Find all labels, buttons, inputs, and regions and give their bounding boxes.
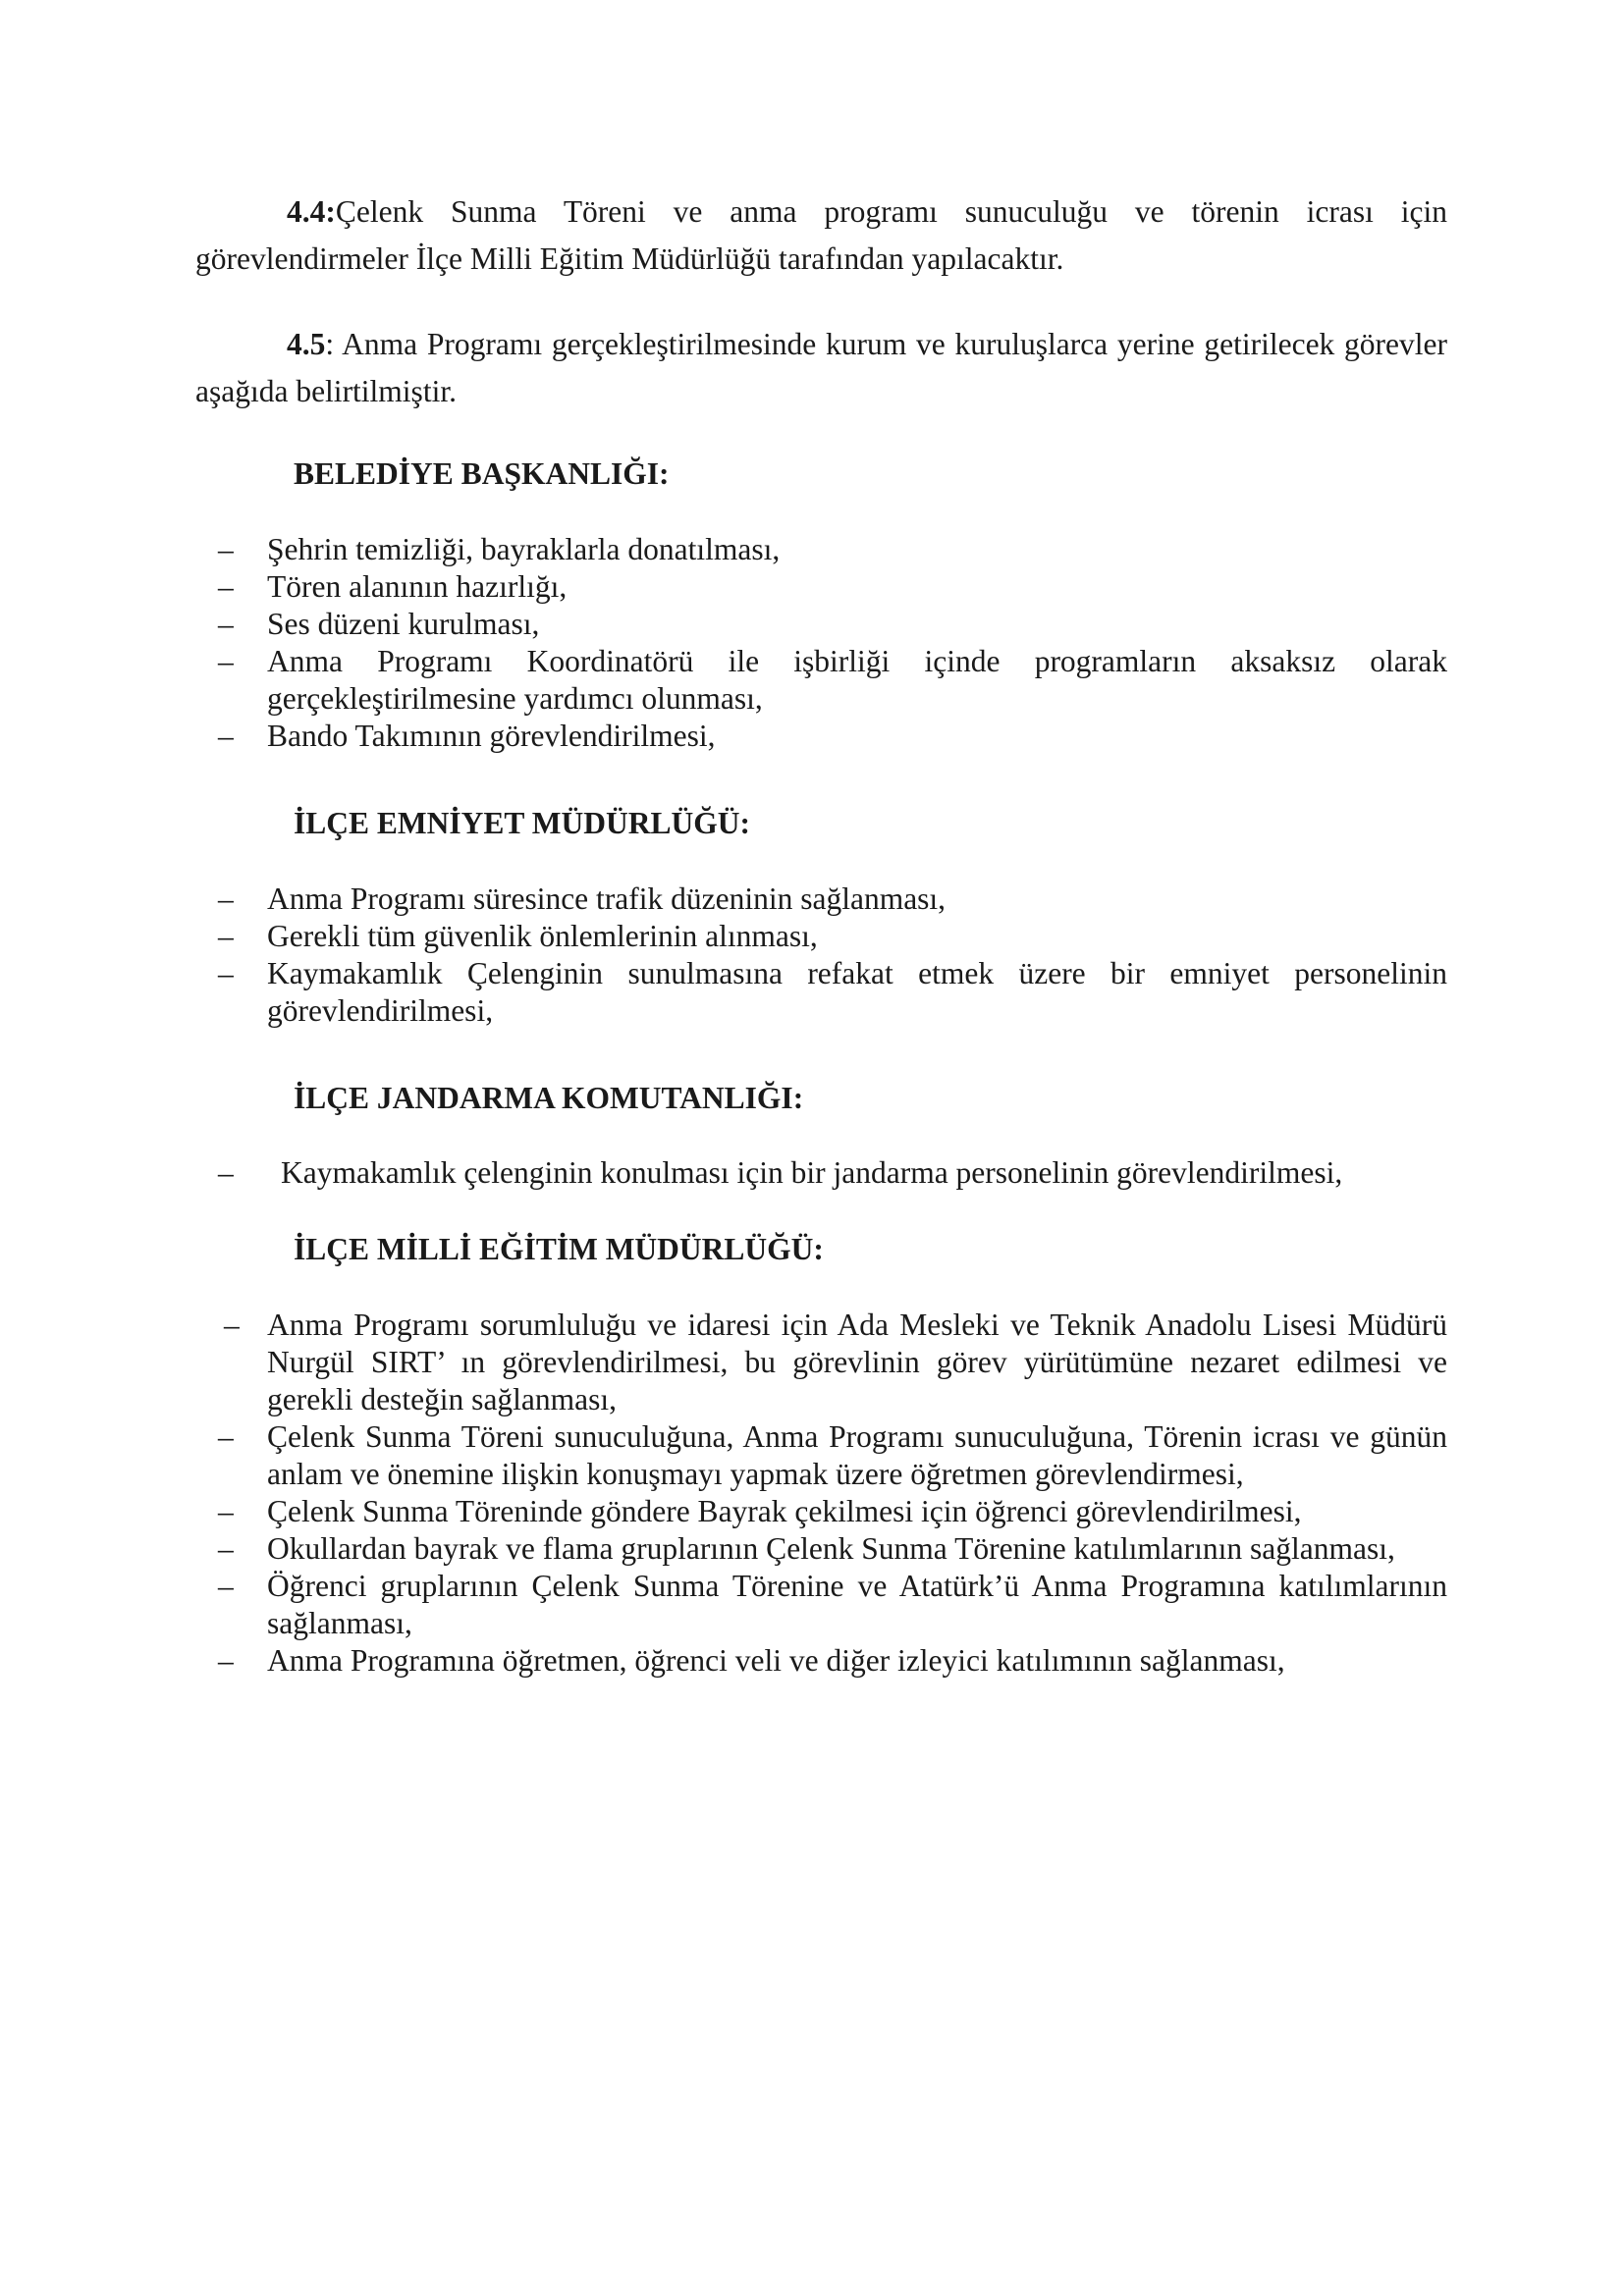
list-item <box>218 881 1447 918</box>
list-item <box>218 918 1447 955</box>
list-item-text: Okullardan bayrak ve flama gruplarının Çelenk Sunma Törenine katılımlarının sağlanması, <box>267 1531 1395 1566</box>
list-item-text: Çelenk Sunma Töreni sunuculuğuna, Anma Programı sunuculuğuna, Törenin icrası ve günün anlam ve önemine ilişkin konuşmayı yapmak üzere öğretmen görevlendirmesi, <box>267 1419 1447 1491</box>
list-item-text: Ses düzeni kurulması, <box>267 607 540 641</box>
list-item-text: Kaymakamlık Çelenginin sunulmasına refakat etmek üzere bir emniyet personelinin görevlendirilmesi, <box>267 956 1447 1028</box>
dash-bullet: – <box>218 1494 234 1528</box>
list-item-text: Şehrin temizliği, bayraklarla donatılması, <box>267 532 781 566</box>
list-item <box>218 531 1447 568</box>
list-item-text: Anma Programına öğretmen, öğrenci veli ve diğer izleyici katılımının sağlanması, <box>267 1643 1285 1678</box>
list-item <box>218 955 1447 1030</box>
list-item-text: Öğrenci gruplarının Çelenk Sunma Törenine ve Atatürk’ü Anma Programına katılımlarının sağlanması, <box>267 1569 1447 1640</box>
list-item <box>218 718 1447 755</box>
dash-bullet: – <box>218 1569 234 1603</box>
list-item-text: Anma Programı Koordinatörü ile işbirliği içinde programların aksaksız olarak gerçekleştirilmesine yardımcı olunması, <box>267 644 1447 716</box>
dash-bullet: – <box>218 607 234 641</box>
list-item <box>218 1568 1447 1642</box>
list-item-text: Çelenk Sunma Töreninde göndere Bayrak çekilmesi için öğrenci görevlendirilmesi, <box>267 1494 1302 1528</box>
dash-bullet: – <box>224 1308 240 1342</box>
section-heading-jandarma: İLÇE JANDARMA KOMUTANLIĞI: <box>294 1081 804 1115</box>
paragraph-4-4 <box>195 188 1447 283</box>
section-heading-belediye: BELEDİYE BAŞKANLIĞI: <box>294 456 670 491</box>
task-list-milli-egitim <box>218 1307 1447 1680</box>
list-item <box>224 1307 1447 1418</box>
dash-bullet: – <box>218 956 234 990</box>
dash-bullet: – <box>218 1643 234 1678</box>
list-item <box>218 1493 1447 1530</box>
task-list-jandarma <box>218 1154 1447 1192</box>
paragraph-text: Çelenk Sunma Töreni ve anma programı sunuculuğu ve törenin icrası için görevlendirmeler İlçe Milli Eğitim Müdürlüğü tarafından yapılacaktır. <box>195 194 1447 276</box>
dash-bullet: – <box>218 881 234 916</box>
list-item-text: Gerekli tüm güvenlik önlemlerinin alınması, <box>267 919 818 953</box>
paragraph-4-5 <box>195 321 1447 415</box>
dash-bullet: – <box>218 719 234 753</box>
paragraph-number: 4.5 <box>287 327 326 361</box>
list-item-text: Kaymakamlık çelenginin konulması için bir jandarma personelinin görevlendirilmesi, <box>281 1155 1343 1190</box>
dash-bullet: – <box>218 532 234 566</box>
paragraph-number: 4.4: <box>287 194 336 229</box>
dash-bullet: – <box>218 569 234 604</box>
list-item <box>218 1154 1447 1192</box>
dash-bullet: – <box>218 1155 234 1190</box>
list-item-text: Bando Takımının görevlendirilmesi, <box>267 719 716 753</box>
list-item <box>218 568 1447 606</box>
task-list-emniyet <box>218 881 1447 1030</box>
dash-bullet: – <box>218 1531 234 1566</box>
list-item-text: Anma Programı süresince trafik düzeninin sağlanması, <box>267 881 947 916</box>
list-item-text: Tören alanının hazırlığı, <box>267 569 568 604</box>
task-list-belediye <box>218 531 1447 755</box>
dash-bullet: – <box>218 1419 234 1454</box>
list-item-text: Anma Programı sorumluluğu ve idaresi için Ada Mesleki ve Teknik Anadolu Lisesi Müdürü Nurgül SIRT’ ın görevlendirilmesi, bu görevlinin görev yürütümüne nezaret edilmesi ve gerekli desteğin sağlanması, <box>267 1308 1447 1416</box>
dash-bullet: – <box>218 644 234 678</box>
list-item <box>218 1530 1447 1568</box>
dash-bullet: – <box>218 919 234 953</box>
list-item <box>218 606 1447 643</box>
list-item <box>218 643 1447 718</box>
section-heading-emniyet: İLÇE EMNİYET MÜDÜRLÜĞÜ: <box>294 806 750 840</box>
section-heading-milli-egitim: İLÇE MİLLİ EĞİTİM MÜDÜRLÜĞÜ: <box>294 1232 824 1266</box>
list-item <box>218 1418 1447 1493</box>
list-item <box>218 1642 1447 1680</box>
paragraph-text: : Anma Programı gerçekleştirilmesinde kurum ve kuruluşlarca yerine getirilecek görevler aşağıda belirtilmiştir. <box>195 327 1447 408</box>
